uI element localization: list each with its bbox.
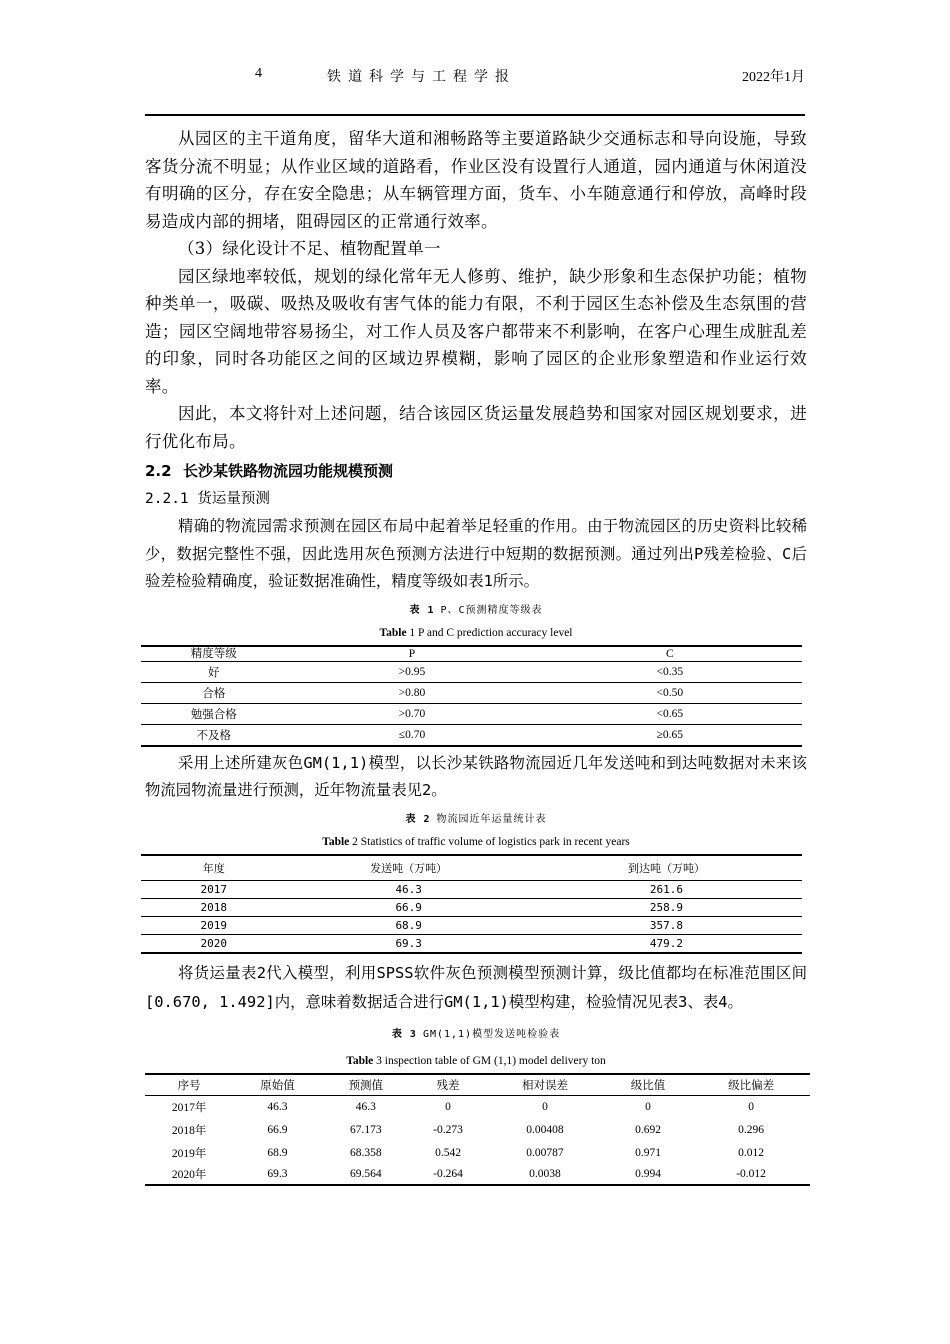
caption-text: 物流园近年运量统计表: [436, 813, 547, 825]
paragraph: （3）绿化设计不足、植物配置单一: [178, 239, 441, 258]
table-header-cell: 预测值: [322, 1074, 410, 1096]
caption-label: 表 1: [409, 604, 435, 616]
table-cell: 46.3: [267, 1101, 288, 1113]
table-header-cell: 级比值: [604, 1074, 692, 1096]
table-header-cell: P: [286, 646, 537, 662]
table1: [141, 645, 802, 747]
table-header-cell: 精度等级: [141, 646, 286, 662]
table-cell: 0.0038: [486, 1165, 604, 1185]
section-title: 长沙某铁路物流园功能规模预测: [183, 462, 394, 480]
table-cell: ≥0.65: [538, 724, 802, 746]
body-text: [145, 125, 807, 1186]
table-cell: 479.2: [531, 934, 802, 953]
table-row: [141, 703, 802, 724]
table-cell: 67.173: [350, 1124, 382, 1136]
table-cell: 0: [645, 1101, 651, 1113]
table-cell: >0.80: [286, 682, 537, 703]
table-cell: -0.273: [433, 1124, 463, 1136]
table-cell: 69.3: [233, 1165, 321, 1185]
table-row: [141, 661, 802, 682]
table-cell: 0.692: [635, 1124, 661, 1136]
table-header-cell: C: [538, 646, 802, 662]
table2-caption-zh: [145, 810, 807, 830]
table3-caption-zh: [145, 1025, 807, 1045]
table-cell: 0: [748, 1101, 754, 1113]
table-cell: 好: [141, 661, 286, 682]
paragraph: 园区绿地率较低，规划的绿化常年无人修剪、维护，缺少形象和生态保护功能；植物种类单一，吸碳、吸热及吸收有害气体的能力有限，不利于园区生态补偿及生态氛围的营造；园区空阔地带容易扬尘，对工作人员及客户都带来不利影响，在客户心理生成脏乱差的印象，同时各功能区之间的区域边界模糊，影响了园区的企业形象塑造和作业运行效率。: [145, 266, 807, 396]
header-rule: [145, 114, 805, 116]
table3: [145, 1073, 810, 1186]
table-row: [145, 1119, 810, 1142]
table-cell: <0.35: [538, 661, 802, 682]
table-cell: 0.012: [738, 1147, 765, 1159]
table-cell: 0.994: [604, 1165, 692, 1185]
paragraph: 精确的物流园需求预测在园区布局中起着举足轻重的作用。由于物流园区的历史资料比较稀少，数据完整性不强，因此选用灰色预测方法进行中短期的数据预测。通过列出P残差检验、C后验差检验精确度，验证数据准确性，精度等级如表1所示。: [145, 517, 807, 590]
issue-date: 2022年1月: [742, 70, 805, 85]
table-header-cell: 残差: [410, 1074, 486, 1096]
caption-label: 表 2: [405, 813, 431, 825]
table-cell: 0.00408: [526, 1124, 564, 1136]
table-header-cell: 年度: [141, 855, 286, 881]
table-cell: 2017: [141, 880, 286, 898]
caption-text: 1 P and C prediction accuracy level: [409, 626, 573, 639]
table-header-row: [145, 1074, 810, 1096]
table2-caption-en: [145, 830, 807, 854]
table-cell: 2020年: [145, 1165, 233, 1185]
caption-text: GM(1,1)模型发送吨检验表: [422, 1028, 561, 1040]
table-row: [141, 898, 802, 916]
paragraph: 从园区的主干道角度，留华大道和湘畅路等主要道路缺少交通标志和导向设施，导致客货分流不明显；从作业区域的道路看，作业区没有设置行人通道，园内通道与休闲道没有明确的区分，存在安全隐患；从车辆管理方面，货车、小车随意通行和停放，高峰时段易造成内部的拥堵，阻碍园区的正常通行效率。: [145, 129, 807, 231]
table-cell: ≤0.70: [286, 724, 537, 746]
table-cell: 2017年: [171, 1102, 207, 1114]
table-cell: 2018: [141, 898, 286, 916]
table-cell: 合格: [141, 682, 286, 703]
table-row: [145, 1142, 810, 1165]
table-cell: <0.65: [538, 703, 802, 724]
table-cell: 66.9: [267, 1124, 288, 1136]
table1-caption-en: [145, 621, 807, 645]
table-cell: 2019年: [171, 1148, 207, 1160]
table-cell: 258.9: [531, 898, 802, 916]
table-cell: <0.50: [538, 682, 802, 703]
paragraph: 因此，本文将针对上述问题，结合该园区货运量发展趋势和国家对园区规划要求，进行优化布局。: [145, 404, 807, 451]
table-cell: 0.971: [635, 1147, 661, 1159]
table-header-cell: 发送吨（万吨）: [286, 855, 531, 881]
table1-caption-zh: [145, 601, 807, 621]
caption-label: Table: [346, 1054, 374, 1067]
table-row: [145, 1165, 810, 1185]
page-number: 4: [255, 66, 262, 81]
table-cell: >0.70: [286, 703, 537, 724]
table-cell: 0: [542, 1101, 548, 1113]
table-cell: 69.564: [322, 1165, 410, 1185]
table-cell: 357.8: [531, 916, 802, 934]
table-cell: 46.3: [286, 880, 531, 898]
table-header-cell: 原始值: [233, 1074, 321, 1096]
caption-text: P、C预测精度等级表: [440, 604, 543, 616]
caption-label: Table: [379, 626, 407, 639]
table-cell: 勉强合格: [141, 703, 286, 724]
table-row: [141, 916, 802, 934]
table-cell: -0.264: [410, 1165, 486, 1185]
table3-caption-en: [145, 1049, 807, 1073]
subsection-heading: 2.2.1 货运量预测: [145, 491, 270, 507]
running-header: [145, 66, 805, 90]
table-cell: 2019: [141, 916, 286, 934]
table-cell: 261.6: [531, 880, 802, 898]
table-cell: >0.95: [286, 661, 537, 682]
table-cell: 不及格: [141, 724, 286, 746]
table-cell: 68.358: [350, 1147, 382, 1159]
table-cell: 68.9: [267, 1147, 288, 1159]
table-cell: 66.9: [286, 898, 531, 916]
section-number: 2.2: [145, 462, 172, 480]
table-row: [141, 880, 802, 898]
caption-label: Table: [322, 835, 350, 848]
caption-text: 3 inspection table of GM (1,1) model delivery ton: [376, 1054, 606, 1067]
table-cell: 0.542: [435, 1147, 461, 1159]
caption-label: 表 3: [391, 1028, 417, 1040]
table-header-cell: 级比偏差: [692, 1074, 810, 1096]
table-cell: 2018年: [171, 1125, 207, 1137]
table-cell: 69.3: [286, 934, 531, 953]
paragraph: 将货运量表2代入模型，利用SPSS软件灰色预测模型预测计算，级比值都均在标准范围区间[0.670, 1.492]内，意味着数据适合进行GM(1,1)模型构建，检验情况见表3、表4。: [145, 963, 807, 1011]
table2: [141, 854, 802, 954]
table-header-cell: 序号: [145, 1074, 233, 1096]
table-cell: 0.00787: [526, 1147, 564, 1159]
section-heading: [145, 457, 807, 485]
paragraph: 采用上述所建灰色GM(1,1)模型，以长沙某铁路物流园近几年发送吨和到达吨数据对未来该物流园物流量进行预测，近年物流量表见2。: [145, 753, 807, 799]
caption-text: 2 Statistics of traffic volume of logistics park in recent years: [352, 835, 630, 848]
table-row: [145, 1095, 810, 1119]
table-header-row: [141, 855, 802, 881]
table-header-cell: 相对误差: [486, 1074, 604, 1096]
table-cell: 2020: [141, 934, 286, 953]
journal-name: 铁道科学与工程学报: [327, 70, 516, 85]
table-cell: -0.012: [692, 1165, 810, 1185]
table-row: [141, 724, 802, 746]
table-cell: 0.296: [738, 1124, 765, 1136]
table-cell: 0: [445, 1101, 451, 1113]
table-cell: 46.3: [355, 1101, 376, 1113]
table-header-cell: 到达吨（万吨）: [531, 855, 802, 881]
table-row: [141, 682, 802, 703]
table-row: [141, 934, 802, 953]
table-header-row: [141, 646, 802, 662]
table-cell: 68.9: [286, 916, 531, 934]
